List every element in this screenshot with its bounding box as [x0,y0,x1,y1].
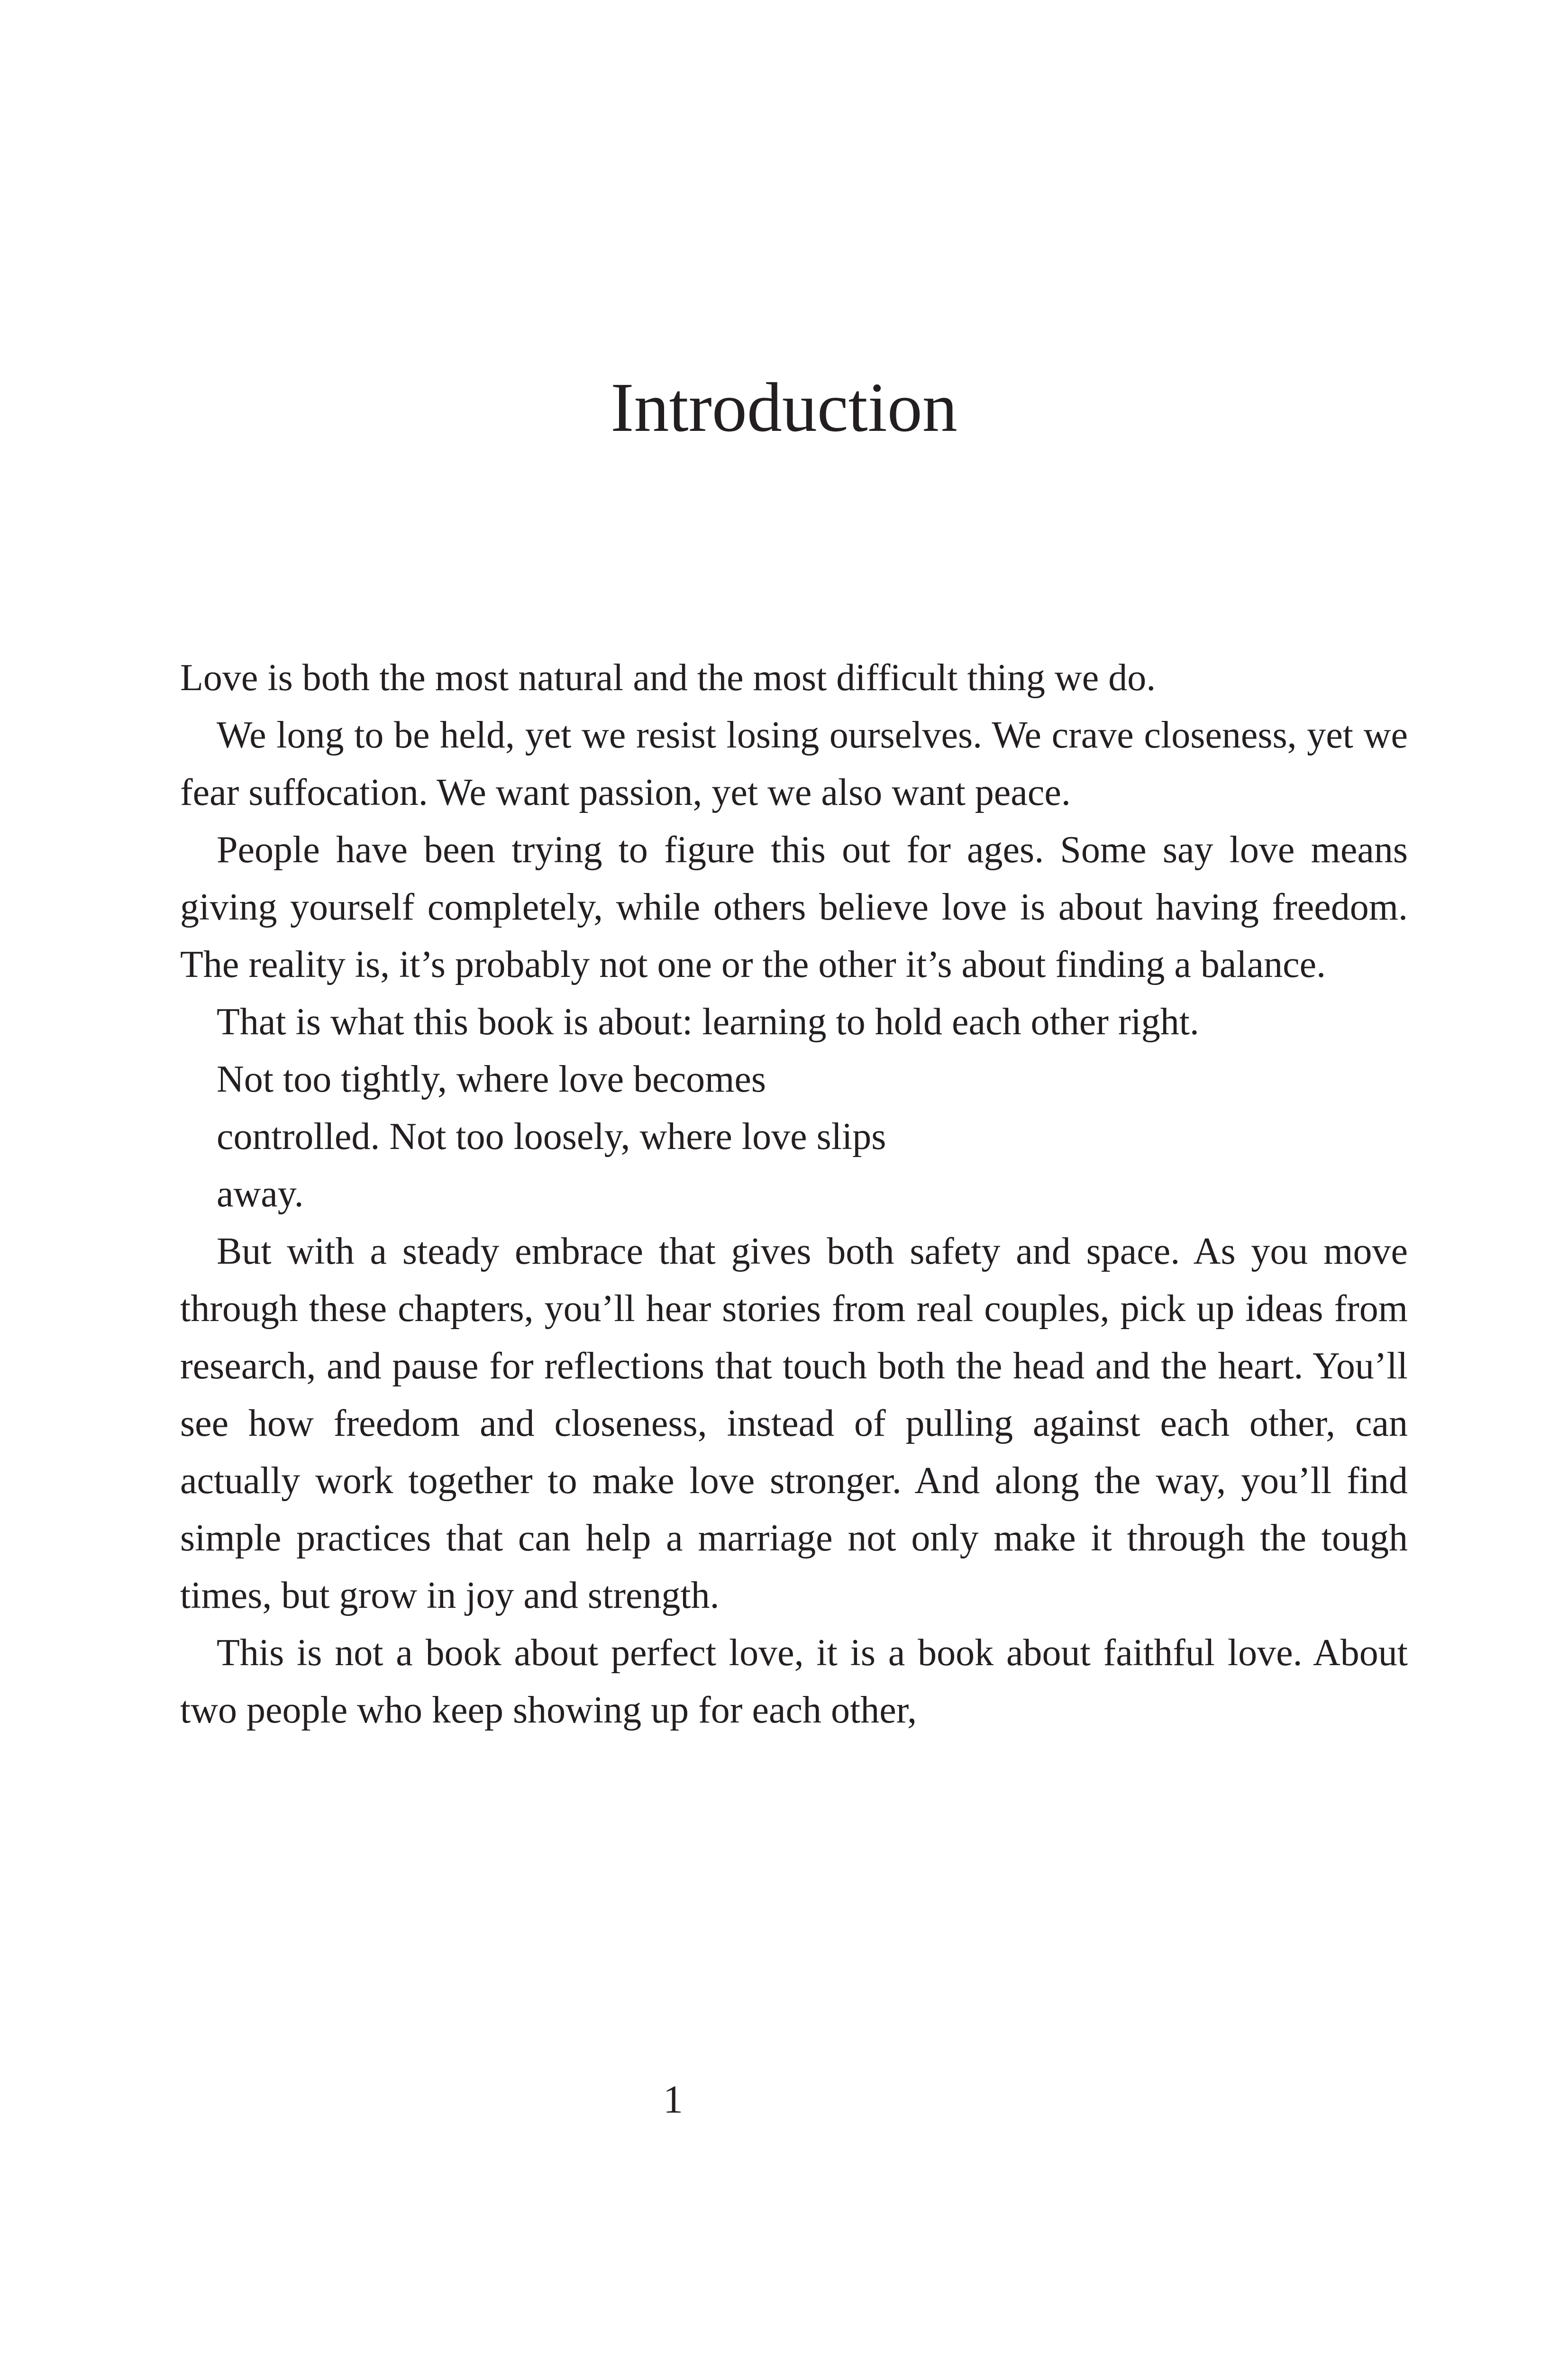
paragraph-7: This is not a book about perfect love, it is a book about faithful love. About two people who keep showing up for each other, [180,1632,1408,1731]
page-number: 1 [663,2078,683,2122]
paragraph-3: People have been trying to figure this out for ages. Some say love means giving yourself completely, while others believe love is about having freedom. The reality is, it’s probably not one or the other it’s about finding a balance. [180,829,1408,985]
paragraph-2: We long to be held, yet we resist losing ourselves. We crave closeness, yet we fear suffocation. We want passion, yet we also want peace. [180,714,1408,813]
paragraph-5: Not too tightly, where love becomes controlled. Not too loosely, where love slips away. [217,1058,886,1215]
chapter-title: Introduction [611,369,957,447]
paragraph-6: But with a steady embrace that gives both safety and space. As you move through these chapters, you’ll hear stories from real couples, pick up ideas from research, and pause for reflections that touch both the head and the heart. You’ll see how freedom and closeness, instead of pulling against each other, can actually work together to make love stronger. And along the way, you’ll find simple practices that can help a marriage not only make it through the tough times, but grow in joy and strength. [180,1231,1408,1616]
paragraph-4: That is what this book is about: learning to hold each other right. [217,1001,1199,1043]
chapter-body [180,649,1408,1739]
paragraph-1: Love is both the most natural and the most difficult thing we do. [180,657,1156,699]
